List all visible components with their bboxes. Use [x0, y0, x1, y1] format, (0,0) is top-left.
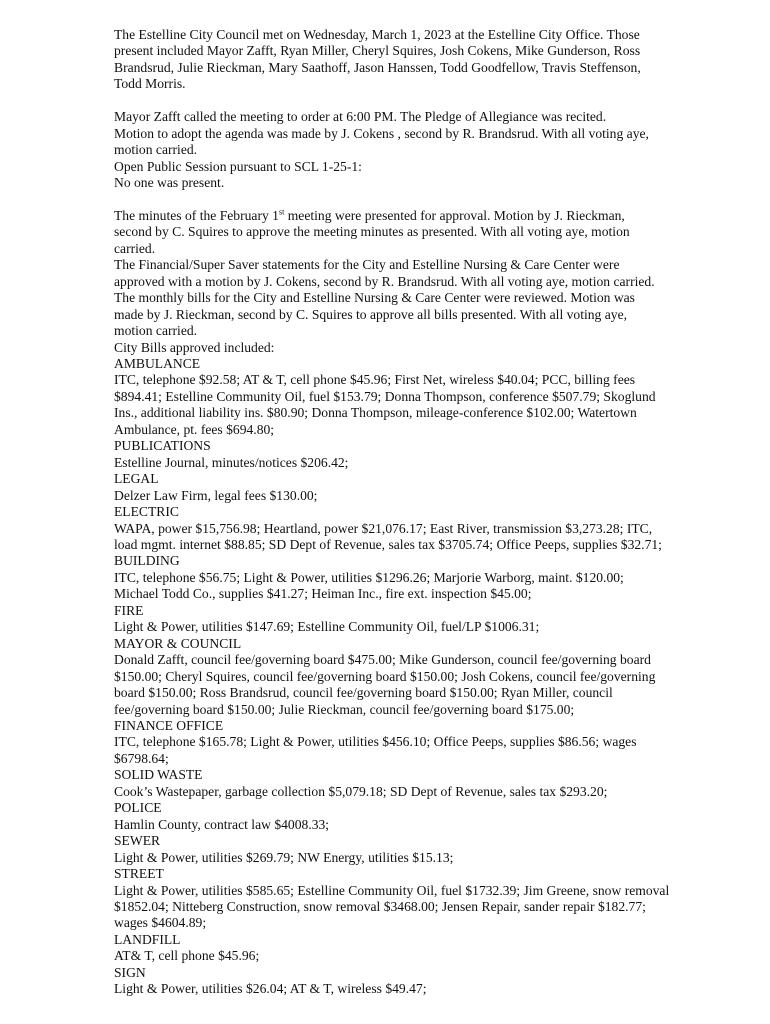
bill-line: $1852.04; Nitteberg Construction, snow removal $3468.00; Jensen Repair, sander repair $182.77; — [114, 898, 646, 914]
bills-list — [114, 356, 694, 998]
bill-line: board $150.00; Ross Brandsrud, council fee/governing board $150.00; Ryan Miller, council — [114, 685, 613, 701]
bill-category-heading: POLICE — [114, 800, 162, 816]
bill-category-heading: MAYOR & COUNCIL — [114, 635, 242, 651]
intro-paragraph — [114, 27, 694, 93]
paragraph-gap — [114, 192, 694, 208]
text-line: made by J. Rieckman, second by C. Squires to approve all bills presented. With all voting aye, — [114, 306, 628, 322]
text-line: The Financial/Super Saver statements for the City and Estelline Nursing & Care Center were — [114, 257, 620, 273]
text-line: Open Public Session pursuant to SCL 1-25-1: — [114, 158, 362, 174]
bill-category-heading: LANDFILL — [114, 931, 181, 947]
document-page — [114, 27, 694, 998]
bill-line: AT& T, cell phone $45.96; — [114, 948, 260, 964]
bill-line: ITC, telephone $92.58; AT & T, cell phone $45.96; First Net, wireless $40.04; PCC, billing fees — [114, 372, 636, 388]
minutes-paragraph — [114, 208, 694, 356]
bill-line: Light & Power, utilities $147.69; Estelline Community Oil, fuel/LP $1006.31; — [114, 619, 540, 635]
bill-category-heading: ELECTRIC — [114, 504, 179, 520]
bill-line: Ambulance, pt. fees $694.80; — [114, 421, 275, 437]
text-line: motion carried. — [114, 323, 198, 339]
text-line: approved with a motion by J. Cokens, second by R. Brandsrud. With all voting aye, motion carried. — [114, 273, 655, 289]
bill-line: Light & Power, utilities $585.65; Estelline Community Oil, fuel $1732.39; Jim Greene, snow removal — [114, 882, 670, 898]
text-line: present included Mayor Zafft, Ryan Miller, Cheryl Squires, Josh Cokens, Mike Gunderson, Ross — [114, 43, 641, 59]
bill-category-heading: SOLID WASTE — [114, 767, 203, 783]
bill-line: Estelline Journal, minutes/notices $206.42; — [114, 454, 349, 470]
minutes-text: meeting were presented for approval. Motion by J. Rieckman, — [284, 207, 625, 223]
bill-line: load mgmt. internet $88.85; SD Dept of Revenue, sales tax $3705.74; Office Peeps, supplies $32.71; — [114, 537, 662, 553]
bill-category-heading: SEWER — [114, 833, 161, 849]
bill-line: Light & Power, utilities $269.79; NW Energy, utilities $15.13; — [114, 849, 454, 865]
bill-line: Cook’s Wastepaper, garbage collection $5,079.18; SD Dept of Revenue, sales tax $293.20; — [114, 783, 608, 799]
bill-line: $150.00; Cheryl Squires, council fee/governing board $150.00; Josh Cokens, council fee/governing — [114, 668, 656, 684]
text-line: The monthly bills for the City and Estelline Nursing & Care Center were reviewed. Motion was — [114, 290, 635, 306]
bill-line: Light & Power, utilities $26.04; AT & T, wireless $49.47; — [114, 981, 427, 997]
text-line: Motion to adopt the agenda was made by J. Cokens , second by R. Brandsrud. With all voting aye, — [114, 125, 649, 141]
bill-line: $6798.64; — [114, 750, 169, 766]
bill-category-heading: PUBLICATIONS — [114, 438, 211, 454]
paragraph-gap — [114, 93, 694, 109]
ordinal-suffix: st — [278, 207, 285, 217]
bill-category-heading: STREET — [114, 866, 164, 882]
bill-category-heading: LEGAL — [114, 471, 159, 487]
bill-line: Hamlin County, contract law $4008.33; — [114, 816, 330, 832]
text-line: Todd Morris. — [114, 76, 186, 92]
bill-category-heading: SIGN — [114, 964, 146, 980]
text-line: carried. — [114, 240, 156, 256]
bill-line: wages $4604.89; — [114, 915, 207, 931]
bill-line: Ins., additional liability ins. $80.90; Donna Thompson, mileage-conference $102.00; Watertown — [114, 405, 637, 421]
bill-category-heading: FIRE — [114, 602, 144, 618]
bill-line: ITC, telephone $56.75; Light & Power, utilities $1296.26; Marjorie Warborg, maint. $120.00; — [114, 569, 624, 585]
text-line: The Estelline City Council met on Wednesday, March 1, 2023 at the Estelline City Office. Those — [114, 27, 640, 42]
text-line — [114, 208, 694, 224]
text-line: second by C. Squires to approve the meeting minutes as presented. With all voting aye, motion — [114, 224, 630, 240]
opening-paragraph — [114, 109, 694, 191]
text-line: Brandsrud, Julie Rieckman, Mary Saathoff, Jason Hanssen, Todd Goodfellow, Travis Steffenson, — [114, 59, 641, 75]
bill-line: fee/governing board $150.00; Julie Rieckman, council fee/governing board $175.00; — [114, 701, 575, 717]
minutes-text: The minutes of the February 1 — [114, 207, 279, 223]
bill-line: WAPA, power $15,756.98; Heartland, power $21,076.17; East River, transmission $3,273.28; ITC, — [114, 520, 653, 536]
text-line: Mayor Zafft called the meeting to order at 6:00 PM. The Pledge of Allegiance was recited. — [114, 109, 607, 125]
text-line: No one was present. — [114, 175, 225, 191]
text-line: City Bills approved included: — [114, 339, 275, 355]
bill-line: Michael Todd Co., supplies $41.27; Heiman Inc., fire ext. inspection $45.00; — [114, 586, 532, 602]
bill-line: ITC, telephone $165.78; Light & Power, utilities $456.10; Office Peeps, supplies $86.56; wages — [114, 734, 637, 750]
bill-line: Delzer Law Firm, legal fees $130.00; — [114, 487, 318, 503]
bill-line: Donald Zafft, council fee/governing board $475.00; Mike Gunderson, council fee/governing board — [114, 652, 651, 668]
text-line: motion carried. — [114, 142, 198, 158]
bill-category-heading: BUILDING — [114, 553, 180, 569]
bill-line: $894.41; Estelline Community Oil, fuel $153.79; Donna Thompson, conference $507.79; Skoglund — [114, 388, 656, 404]
bill-category-heading: AMBULANCE — [114, 356, 201, 372]
bill-category-heading: FINANCE OFFICE — [114, 718, 224, 733]
